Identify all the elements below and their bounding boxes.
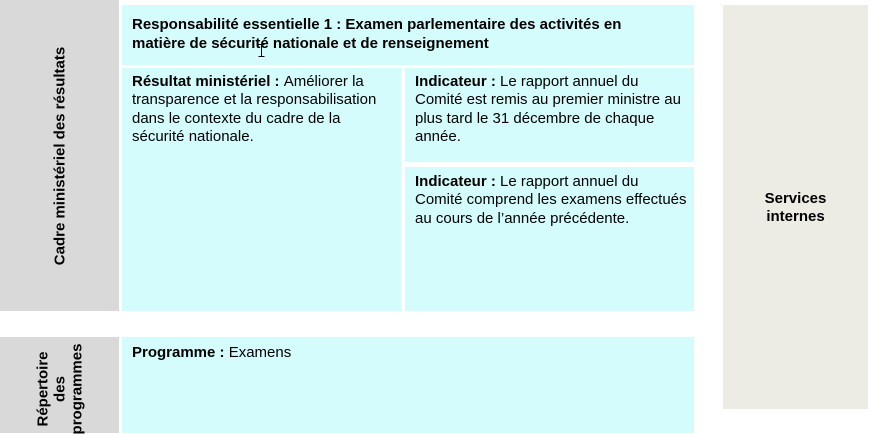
internal-services-label bbox=[723, 190, 868, 226]
departmental-result-value: Améliorer la transparence et la responsabilisation dans le contexte du cadre de la sécurité nationale. bbox=[132, 73, 377, 145]
internal-services-line-2: internes bbox=[766, 208, 825, 225]
indicator-text-1 bbox=[415, 73, 687, 146]
core-responsibility-box bbox=[122, 5, 694, 65]
text-cursor-icon bbox=[258, 44, 265, 57]
departmental-result-box bbox=[122, 68, 401, 311]
program-inventory-label-line-3: programmes bbox=[68, 343, 85, 434]
program-label: Programme : bbox=[132, 344, 229, 361]
program-inventory-side-panel bbox=[0, 337, 119, 433]
indicator-label-2: Indicateur : bbox=[415, 173, 501, 190]
indicator-label-1: Indicateur : bbox=[415, 73, 501, 90]
indicator-value-1: Le rapport annuel du Comité est remis au premier ministre au plus tard le 31 décembre de chaque année. bbox=[415, 73, 681, 145]
indicator-value-2: Le rapport annuel du Comité comprend les examens effectués au cours de l’année précédente. bbox=[415, 173, 687, 227]
internal-services-line-1: Services bbox=[764, 190, 827, 207]
internal-services-box bbox=[723, 5, 868, 409]
core-responsibility-text: Responsabilité essentielle 1 : Examen parlementaire des activités en matière de sécurité nationale et de renseignement bbox=[132, 16, 622, 52]
indicator-text-2 bbox=[415, 173, 687, 228]
indicator-box-1 bbox=[405, 68, 694, 162]
departmental-result-label: Résultat ministériel : bbox=[132, 73, 284, 90]
program-text bbox=[132, 344, 672, 362]
indicator-box-2 bbox=[405, 167, 694, 311]
program-inventory-label-line-2: des bbox=[51, 376, 68, 402]
framework-side-panel bbox=[0, 0, 119, 311]
program-value: Examens bbox=[228, 344, 292, 361]
program-inventory-label-line-1: Répertoire bbox=[34, 351, 51, 427]
departmental-result-text bbox=[132, 73, 397, 146]
program-inventory-vertical-label bbox=[34, 344, 85, 434]
program-box bbox=[122, 337, 694, 433]
framework-vertical-label: Cadre ministériel des résultats bbox=[51, 46, 68, 265]
